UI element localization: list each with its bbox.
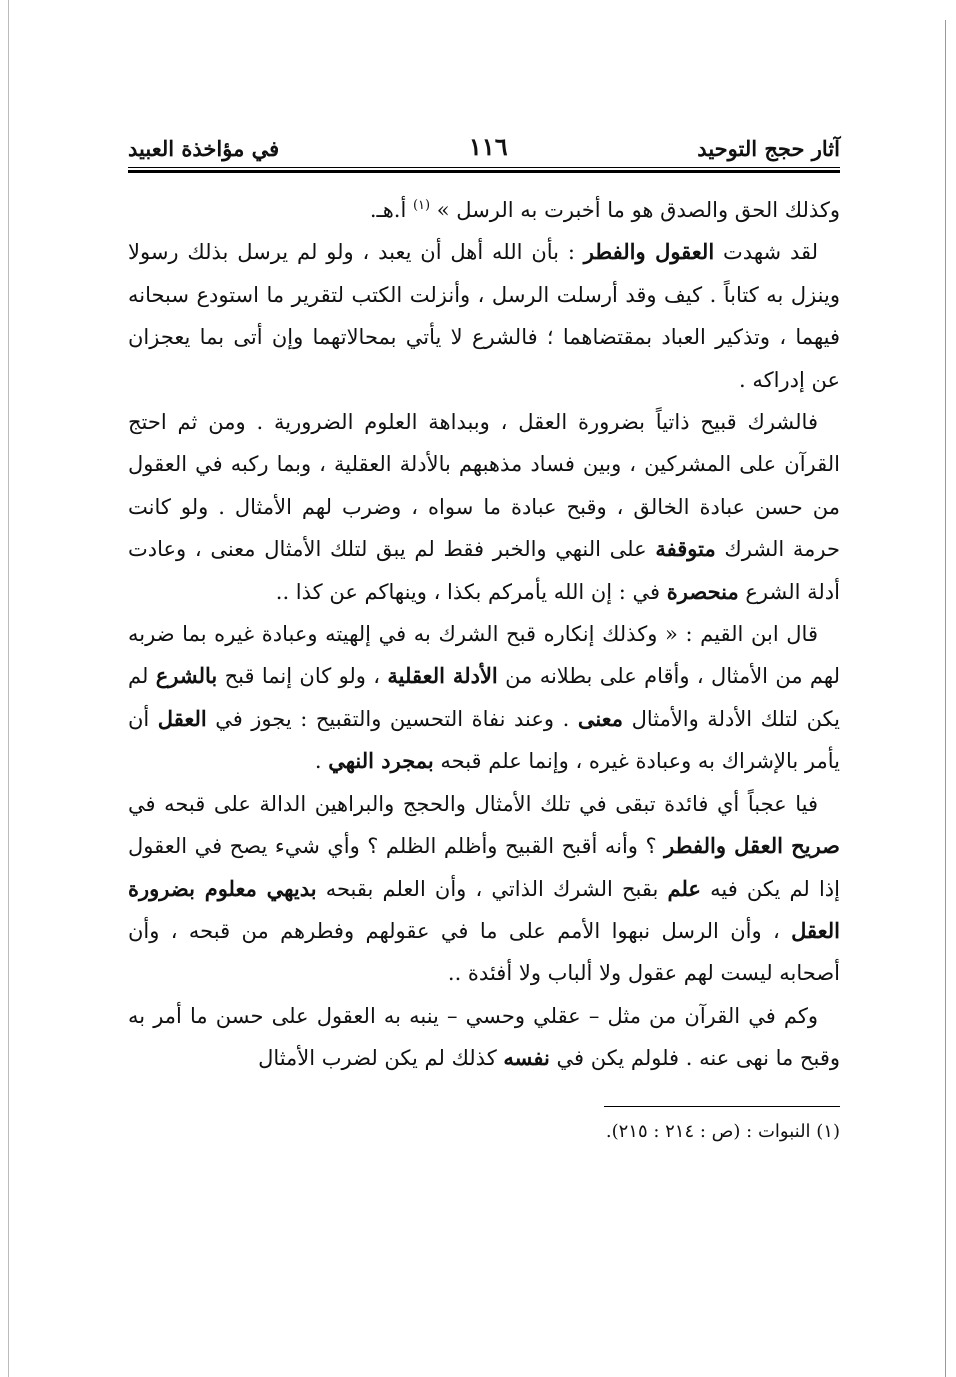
text-segment: . وعند نفاة التحسين والتقبيح : يجوز في [206,706,578,731]
bold-phrase: متوقفة [655,536,716,562]
text-segment: على النهي والخبر فقط لم يبق لتلك الأمثال معنى ، وعادت أدلة الشرع [128,537,840,604]
running-title-left: في مؤاخذة العبيد [128,136,280,161]
text-segment: بقبح الشرك الذاتي ، وأن العلم بقبحه [316,876,668,901]
bold-phrase: بمجرد النهي [328,748,434,774]
text-segment: أ.هـ. [369,198,413,222]
bold-phrase: العقول والفطر [583,239,715,265]
text-segment: ؟ وأنه أقبح القبيح وأظلم الظلم ؟ وأي شيء يصح في العقول إذا لم يكن فيه [128,834,840,901]
text-segment: كذلك لم يكن لضرب الأمثال [258,1046,504,1071]
paragraph [128,189,840,231]
footnote-separator [604,1106,840,1107]
text-segment: فالشرك قبيح ذاتياً بضرورة العقل ، وببداهة العلوم الضرورية . ومن ثم احتج القرآن على المشركين ، وبين فساد مذهبهم بالأدلة العقلية ، وبما ركبه في العقول من حسن عبادة الخالق ، وقبح عبادة ما سواه ، وضرب لهم الأمثال . ولو كانت حرمة الشرك [128,410,840,562]
bold-phrase: بديهي معلوم بضرورة العقل [128,875,840,943]
document-page [128,125,840,1147]
footnote: (١) النبوات : (ص : ٢١٤ : ٢١٥). [605,1120,840,1142]
text-segment: : بأن الله أهل أن يعبد ، ولو لم يرسل بذلك رسولا وينزل به كتاباً . كيف وقد أرسلت الرسل ، وأنزلت الكتب لتقرير ما استودع سبحانه فيهما ، وتذكير العباد بمقتضاهما ؛ فالشرع لا يأتي بمحالاتهما وإن أتى بما يعجزان عن إدراكه . [128,240,840,392]
text-segment: لقد شهدت [714,240,818,265]
paragraph [128,783,840,995]
text-segment: ، وأن الرسل نبهوا الأمم على ما في عقولهم وفطرهم من قبحه ، وأن أصحابه ليست لهم عقول ولا ألباب ولا أفئدة .. [128,918,840,986]
text-segment: ، ولو كان إنما قبح [217,664,388,689]
bold-phrase: معنى [577,705,624,731]
text-segment: في : إن الله يأمركم بكذا ، وينهاكم عن كذا .. [275,579,667,604]
text-segment: وكم في القرآن من مثل – عقلي وحسي – ينبه به العقول على حسن ما أمر به وقبح ما نهى عنه . فلولم يكن في [128,1003,840,1071]
bold-phrase: الأدلة العقلية [387,663,498,689]
text-segment: وكذلك الحق والصدق هو ما أخبرت به الرسل » [430,198,840,222]
paragraph [128,613,840,783]
body-text [128,189,840,1080]
page-header [128,125,840,161]
bold-phrase: منحصرة [666,578,739,604]
text-segment: أن يأمر بالإشراك به وعبادة غيره ، وإنما علم قبحه [128,706,840,774]
bold-phrase: علم [667,875,701,901]
header-rule-thin [128,167,840,168]
running-title-right: آثار حجج التوحيد [697,136,840,161]
header-rule-thick [128,170,840,173]
bold-phrase: بالشرع [155,663,218,689]
bold-phrase: نفسه [503,1045,550,1071]
text-segment: قال ابن القيم : « وكذلك إنكاره قبح الشرك به في إلهيته وعبادة غيره بما ضربه لهم من الأمثال ، وأقام على بطلانه من [128,622,840,689]
scan-edge-left [8,0,9,1377]
paragraph [128,995,840,1080]
scan-edge-right [945,20,946,1377]
paragraph [128,231,840,401]
bold-phrase: العقل [157,705,207,731]
footnote-ref: (١) [412,198,431,213]
text-segment: لم يكن لتلك الأدلة والأمثال [128,664,841,731]
page-number: ١١٦ [468,132,508,161]
text-segment: فيا عجباً أي فائدة تبقى في تلك الأمثال والحجج والبراهين الدالة على قبحه في [128,791,818,816]
bold-phrase: صريح العقل والفطر [664,833,840,859]
paragraph [128,401,840,613]
text-segment: . [314,749,329,774]
